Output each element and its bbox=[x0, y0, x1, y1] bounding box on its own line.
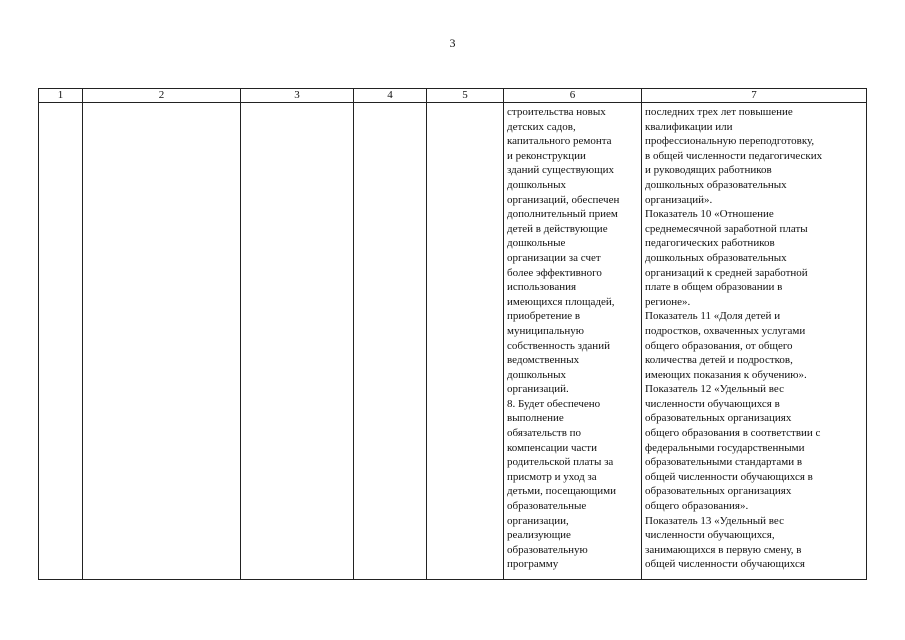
text-line: в общей численности педагогических bbox=[645, 149, 823, 162]
text-line: детских садов, bbox=[507, 120, 576, 133]
text-line: Показатель 13 «Удельный вес bbox=[645, 514, 784, 527]
text-line: дошкольных образовательных bbox=[645, 178, 787, 191]
cell-col-7 bbox=[642, 103, 867, 580]
cell-col-1 bbox=[39, 103, 83, 580]
text-line: организаций». bbox=[645, 193, 713, 206]
text-line: общего образования». bbox=[645, 500, 749, 513]
text-line: последних трех лет повышение bbox=[645, 106, 793, 118]
text-line: и реконструкции bbox=[507, 149, 586, 162]
col7-text bbox=[642, 103, 866, 572]
text-line: количества детей и подростков, bbox=[645, 354, 793, 367]
text-line: образовательных организациях bbox=[645, 485, 792, 498]
cell-col-2 bbox=[83, 103, 241, 580]
text-line: квалификации или bbox=[645, 120, 733, 133]
text-line: использования bbox=[507, 281, 577, 294]
text-line: дошкольных образовательных bbox=[645, 251, 787, 264]
text-line: дошкольных bbox=[507, 368, 566, 381]
text-line: занимающихся в первую смену, в bbox=[645, 543, 802, 556]
text-line: численности обучающихся в bbox=[645, 397, 780, 410]
text-line: дополнительный прием bbox=[507, 208, 618, 221]
text-line: зданий существующих bbox=[507, 164, 614, 177]
page-number: 3 bbox=[449, 36, 456, 50]
cell-col-4 bbox=[354, 103, 427, 580]
text-line: детей в действующие bbox=[507, 222, 608, 235]
text-line: ведомственных bbox=[507, 354, 580, 367]
text-line: родительской платы за bbox=[507, 456, 614, 469]
text-line: дошкольных bbox=[507, 178, 566, 191]
text-line: Показатель 11 «Доля детей и bbox=[645, 310, 781, 323]
text-line: общего образования в соответствии с bbox=[645, 427, 821, 440]
text-line: и руководящих работников bbox=[645, 164, 772, 177]
text-line: имеющих показания к обучению». bbox=[645, 368, 807, 381]
document-table bbox=[38, 88, 867, 580]
text-line: выполнение bbox=[507, 412, 564, 425]
text-line: строительства новых bbox=[507, 106, 606, 118]
text-line: приобретение в bbox=[507, 310, 581, 323]
text-line: более эффективного bbox=[507, 266, 602, 279]
text-line: капитального ремонта bbox=[507, 135, 612, 148]
text-line: педагогических работников bbox=[645, 237, 775, 250]
text-line: общей численности обучающихся bbox=[645, 558, 805, 571]
text-line: федеральными государственными bbox=[645, 441, 805, 454]
text-line: организации за счет bbox=[507, 251, 601, 264]
text-line: подростков, охваченных услугами bbox=[645, 324, 806, 337]
col6-text bbox=[504, 103, 641, 572]
cell-col-3 bbox=[241, 103, 354, 580]
text-line: образовательными стандартами в bbox=[645, 456, 803, 469]
text-line: дошкольные bbox=[507, 237, 566, 250]
text-line: численности обучающихся, bbox=[645, 529, 775, 542]
text-line: образовательные bbox=[507, 500, 587, 513]
cell-col-6 bbox=[504, 103, 642, 580]
text-line: имеющихся площадей, bbox=[507, 295, 615, 308]
text-line: профессиональную переподготовку, bbox=[645, 135, 815, 148]
text-line: Показатель 10 «Отношение bbox=[645, 208, 774, 221]
text-line: 8. Будет обеспечено bbox=[507, 397, 601, 410]
column-header-3: 3 bbox=[241, 89, 354, 103]
table-row bbox=[39, 103, 867, 580]
cell-col-5 bbox=[427, 103, 504, 580]
text-line: организаций, обеспечен bbox=[507, 193, 620, 206]
text-line: образовательных организациях bbox=[645, 412, 792, 425]
header-row bbox=[39, 89, 867, 103]
column-header-2: 2 bbox=[83, 89, 241, 103]
text-line: детьми, посещающими bbox=[507, 485, 616, 498]
text-line: присмотр и уход за bbox=[507, 470, 597, 483]
column-header-7: 7 bbox=[642, 89, 867, 103]
text-line: собственность зданий bbox=[507, 339, 610, 352]
text-line: программу bbox=[507, 558, 559, 571]
text-line: регионе». bbox=[645, 295, 691, 308]
text-line: организаций к средней заработной bbox=[645, 266, 808, 279]
text-line: общего образования, от общего bbox=[645, 339, 793, 352]
column-header-6: 6 bbox=[504, 89, 642, 103]
column-header-1: 1 bbox=[39, 89, 83, 103]
text-line: организаций. bbox=[507, 383, 569, 396]
text-line: Показатель 12 «Удельный вес bbox=[645, 383, 784, 396]
text-line: организации, bbox=[507, 514, 569, 527]
text-line: обязательств по bbox=[507, 427, 582, 440]
text-line: реализующие bbox=[507, 529, 571, 542]
text-line: образовательную bbox=[507, 543, 588, 556]
text-line: плате в общем образовании в bbox=[645, 281, 783, 294]
column-header-4: 4 bbox=[354, 89, 427, 103]
text-line: муниципальную bbox=[507, 324, 584, 337]
text-line: среднемесячной заработной платы bbox=[645, 222, 808, 235]
text-line: общей численности обучающихся в bbox=[645, 470, 813, 483]
text-line: компенсации части bbox=[507, 441, 597, 454]
column-header-5: 5 bbox=[427, 89, 504, 103]
